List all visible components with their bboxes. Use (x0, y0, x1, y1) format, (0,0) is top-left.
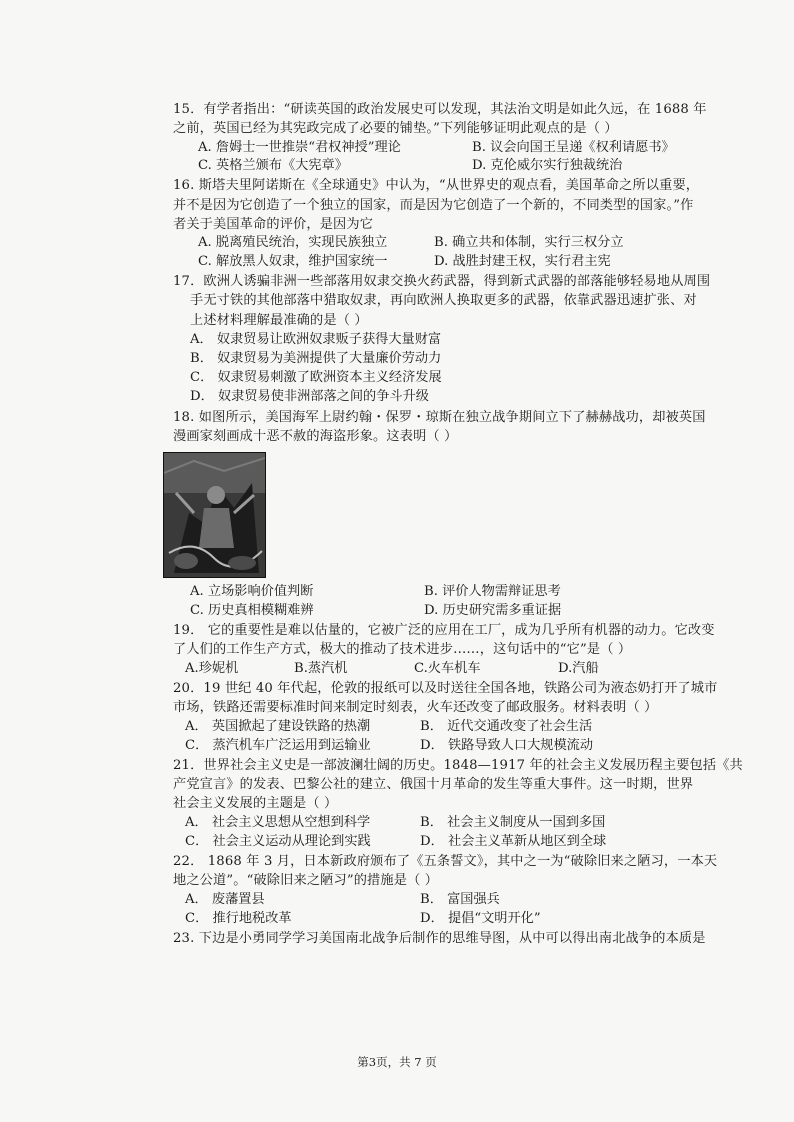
question-15-option-d: D. 克伦威尔实行独裁统治 (472, 158, 623, 173)
question-16-option-d: D. 战胜封建王权，实行君主宪 (434, 254, 611, 269)
question-15-option-c: C. 英格兰颁布《大宪章》 (198, 158, 348, 173)
question-17-option-c: C． 奴隶贸易刺激了欧洲资本主义经济发展 (190, 370, 442, 385)
question-17-option-b: B． 奴隶贸易为美洲提供了大量廉价劳动力 (190, 351, 442, 366)
question-18-option-d: D. 历史研究需多重证据 (424, 603, 562, 618)
question-16-option-c: C. 解放黑人奴隶，维护国家统一 (198, 254, 388, 269)
question-22-option-d: D． 提倡“文明开化” (420, 911, 541, 926)
question-22-line-2: 地之公道”。“破除旧来之陋习”的措施是（ ） (173, 873, 439, 888)
question-16-line-2: 并不是因为它创造了一个独立的国家，而是因为它创造了一个新的，不同类型的国家。”作 (173, 198, 694, 213)
question-19-option-c: C.火车机车 (414, 661, 481, 676)
question-22-option-c: C． 推行地税改革 (185, 911, 292, 926)
question-19-line-2: 了人们的工作生产方式，极大的推动了技术进步……，这句话中的“它”是（ ） (173, 642, 632, 657)
question-21-line-3: 社会主义发展的主题是（ ） (173, 796, 338, 811)
question-21-line-2: 产党宣言》的发表、巴黎公社的建立、俄国十月革命的发生等重大事件。这一时期，世界 (173, 777, 694, 792)
question-22-line-1: 22． 1868 年 3 月，日本新政府颁布了《五条誓文》，其中之一为“破除旧来之陋习，一本天 (173, 854, 718, 869)
question-21-option-d: D． 社会主义革新从地区到全球 (420, 834, 607, 849)
question-18-option-c: C. 历史真相模糊难辨 (190, 603, 314, 618)
question-19-option-b: B.蒸汽机 (294, 661, 348, 676)
question-21-option-c: C． 社会主义运动从理论到实践 (185, 834, 371, 849)
question-23-line-1: 23. 下边是小勇同学学习美国南北战争后制作的思维导图，从中可以得出南北战争的本质是 (173, 931, 706, 946)
question-16-line-1: 16. 斯塔夫里阿诺斯在《全球通史》中认为，“从世界史的观点看，美国革命之所以重要， (173, 178, 700, 193)
question-16-option-a: A. 脱离殖民统治，实现民族独立 (198, 235, 388, 250)
question-21-line-1: 21．世界社会主义史是一部波澜壮阔的历史。1848—1917 年的社会主义发展历程主要包括《共 (173, 758, 743, 773)
question-17-line-1: 17．欧洲人诱骗非洲一些部落用奴隶交换火药武器，得到新式武器的部落能够轻易地从周围 (173, 274, 711, 289)
question-21-option-b: B． 社会主义制度从一国到多国 (420, 815, 606, 830)
question-17-line-2: 手无寸铁的其他部落中猎取奴隶，再向欧洲人换取更多的武器，依靠武器迅速扩张、对 (190, 293, 697, 308)
question-20-option-b: B． 近代交通改变了社会生活 (420, 719, 593, 734)
question-18-line-1: 18. 如图所示，美国海军上尉约翰・保罗・琼斯在独立战争期间立下了赫赫战功，却被英国 (173, 410, 706, 425)
question-16-option-b: B. 确立共和体制，实行三权分立 (434, 235, 624, 250)
question-15-line-2: 之前，英国已经为其宪政完成了必要的铺垫。”下列能够证明此观点的是（ ） (173, 121, 618, 136)
pirate-cartoon-illustration (164, 453, 265, 577)
question-19-option-a: A.珍妮机 (185, 661, 239, 676)
question-22-option-a: A． 废藩置县 (185, 892, 265, 907)
question-19-line-1: 19． 它的重要性是难以估量的，它被广泛的应用在工厂，成为几乎所有机器的动力。它改变 (173, 623, 715, 638)
question-17-line-3: 上述材料理解最准确的是（ ） (190, 313, 368, 328)
question-20-line-2: 市场，铁路还需要标准时间来制定时刻表，火车还改变了邮政服务。材料表明（ ） (173, 700, 658, 715)
question-17-option-a: A． 奴隶贸易让欧洲奴隶贩子获得大量财富 (190, 332, 442, 347)
question-18-line-2: 漫画家刻画成十恶不赦的海盗形象。这表明（ ） (173, 429, 458, 444)
question-20-line-1: 20．19 世纪 40 年代起，伦敦的报纸可以及时送往全国各地，铁路公司为液态奶打开了城市 (173, 681, 718, 696)
question-20-option-d: D． 铁路导致人口大规模流动 (420, 738, 594, 753)
question-16-line-3: 者关于美国革命的评价，是因为它 (173, 217, 374, 232)
question-15-option-b: B. 议会向国王呈递《权利请愿书》 (472, 140, 675, 155)
question-21-option-a: A． 社会主义思想从空想到科学 (185, 815, 371, 830)
question-15-line-1: 15．有学者指出：“研读英国的政治发展史可以发现，其法治文明是如此久远，在 1688 年 (173, 102, 707, 117)
question-19-option-d: D.汽船 (558, 661, 599, 676)
page-footer: 第3页，共 7 页 (357, 1055, 437, 1069)
question-18-option-a: A. 立场影响价值判断 (190, 584, 314, 599)
question-17-option-d: D． 奴隶贸易使非洲部落之间的争斗升级 (190, 389, 429, 404)
question-20-option-c: C． 蒸汽机车广泛运用到运输业 (185, 738, 371, 753)
question-22-option-b: B． 富国强兵 (420, 892, 500, 907)
question-18-option-b: B. 评价人物需辩证思考 (424, 584, 561, 599)
question-15-option-a: A. 詹姆士一世推崇“君权神授”理论 (198, 140, 401, 155)
question-20-option-a: A． 英国掀起了建设铁路的热潮 (185, 719, 371, 734)
cartoon-image (163, 452, 266, 578)
